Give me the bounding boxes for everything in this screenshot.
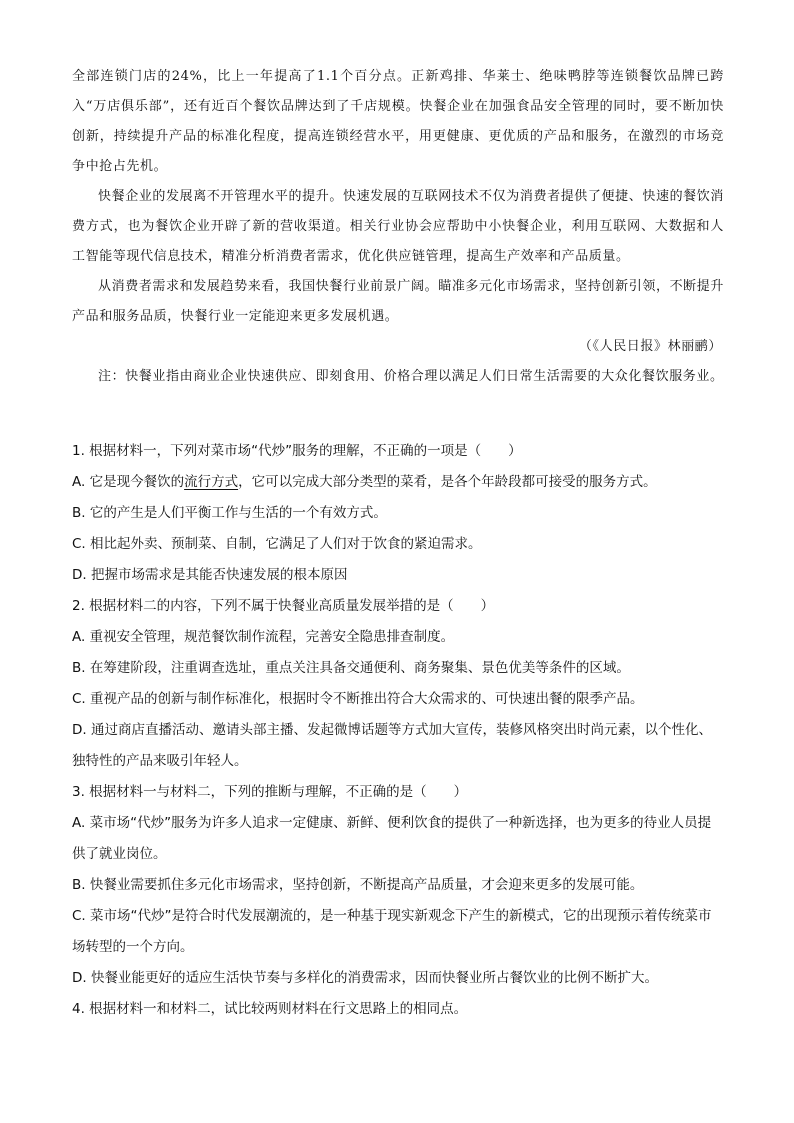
question-2-option-a: A. 重视安全管理，规范餐饮制作流程，完善安全隐患排查制度。 [72,629,455,645]
passage-paragraph-1: 全部连锁门店的24%，比上一年提高了1.1个百分点。正新鸡排、华莱士、绝味鸭脖等连锁餐饮品牌已跨入“万店俱乐部”，还有近百个餐饮品牌达到了千店规模。快餐企业在加强食品安全管理的同时，要不断加快创新，持续提升产品的标准化程度，提高连锁经营水平，用更健康、更优质的产品和服务，在激烈的市场竞争中抢占先机。 [72,69,724,174]
question-2-stem: 2. 根据材料二的内容，下列不属于快餐业高质量发展举措的是（ ） [72,598,495,614]
question-3 [72,777,724,994]
question-3-stem: 3. 根据材料一与材料二，下列的推断与理解，不正确的是（ ） [72,784,468,800]
question-1-stem: 1. 根据材料一，下列对菜市场“代炒”服务的理解，不正确的一项是（ ） [72,443,522,459]
question-3-option-b: B. 快餐业需要抓住多元化市场需求，坚持创新，不断提高产品质量，才会迎来更多的发展可能。 [72,877,644,893]
passage-source: （《人民日报》林丽鹂） [578,339,722,354]
passage-note: 注：快餐业指由商业企业快速供应、即刻食用、价格合理以满足人们日常生活需要的大众化餐饮服务业。 [98,369,724,384]
option-a-text-start: A. 它是现今餐饮的 [72,474,185,490]
option-a-underlined-phrase: 流行方式 [184,474,239,490]
question-3-option-a: A. 菜市场“代炒”服务为许多人追求一定健康、新鲜、便利饮食的提供了一种新选择，也为更多的待业人员提供了就业岗位。 [72,815,712,862]
question-3-option-c: C. 菜市场“代炒”是符合时代发展潮流的，是一种基于现实新观念下产生的新模式，它的出现预示着传统菜市场转型的一个方向。 [72,908,712,955]
questions-section [72,436,724,1025]
question-1-option-c: C. 相比起外卖、预制菜、自制，它满足了人们对于饮食的紧迫需求。 [72,536,482,552]
passage-paragraph-3: 从消费者需求和发展趋势来看，我国快餐行业前景广阔。瞄准多元化市场需求，坚持创新引领，不断提升产品和服务品质，快餐行业一定能迎来更多发展机遇。 [72,279,724,324]
question-1-option-b: B. 它的产生是人们平衡工作与生活的一个有效方式。 [72,505,387,521]
question-2 [72,591,724,777]
reading-passage [72,62,724,392]
question-1 [72,436,724,591]
option-a-text-end: ，它可以完成大部分类型的菜肴，是各个年龄段都可接受的服务方式。 [238,474,657,490]
question-4-stem: 4. 根据材料一和材料二，试比较两则材料在行文思路上的相同点。 [72,1001,468,1017]
question-2-option-d: D. 通过商店直播活动、邀请头部主播、发起微博话题等方式加大宣传，装修风格突出时尚元素，以个性化、独特性的产品来吸引年轻人。 [72,722,712,769]
passage-paragraph-2: 快餐企业的发展离不开管理水平的提升。快速发展的互联网技术不仅为消费者提供了便捷、快速的餐饮消费方式，也为餐饮企业开辟了新的营收渠道。相关行业协会应帮助中小快餐企业，利用互联网、大数据和人工智能等现代信息技术，精准分析消费者需求，优化供应链管理，提高生产效率和产品质量。 [72,189,724,264]
question-1-option-a [72,467,724,498]
question-2-option-b: B. 在筹建阶段，注重调查选址，重点关注具备交通便利、商务聚集、景色优美等条件的区域。 [72,660,630,676]
question-2-option-c: C. 重视产品的创新与制作标准化，根据时令不断推出符合大众需求的、可快速出餐的限季产品。 [72,691,644,707]
question-4 [72,994,724,1025]
question-3-option-d: D. 快餐业能更好的适应生活快节奏与多样化的消费需求，因而快餐业所占餐饮业的比例不断扩大。 [72,970,658,986]
question-1-option-d: D. 把握市场需求是其能否快速发展的根本原因 [72,567,348,583]
